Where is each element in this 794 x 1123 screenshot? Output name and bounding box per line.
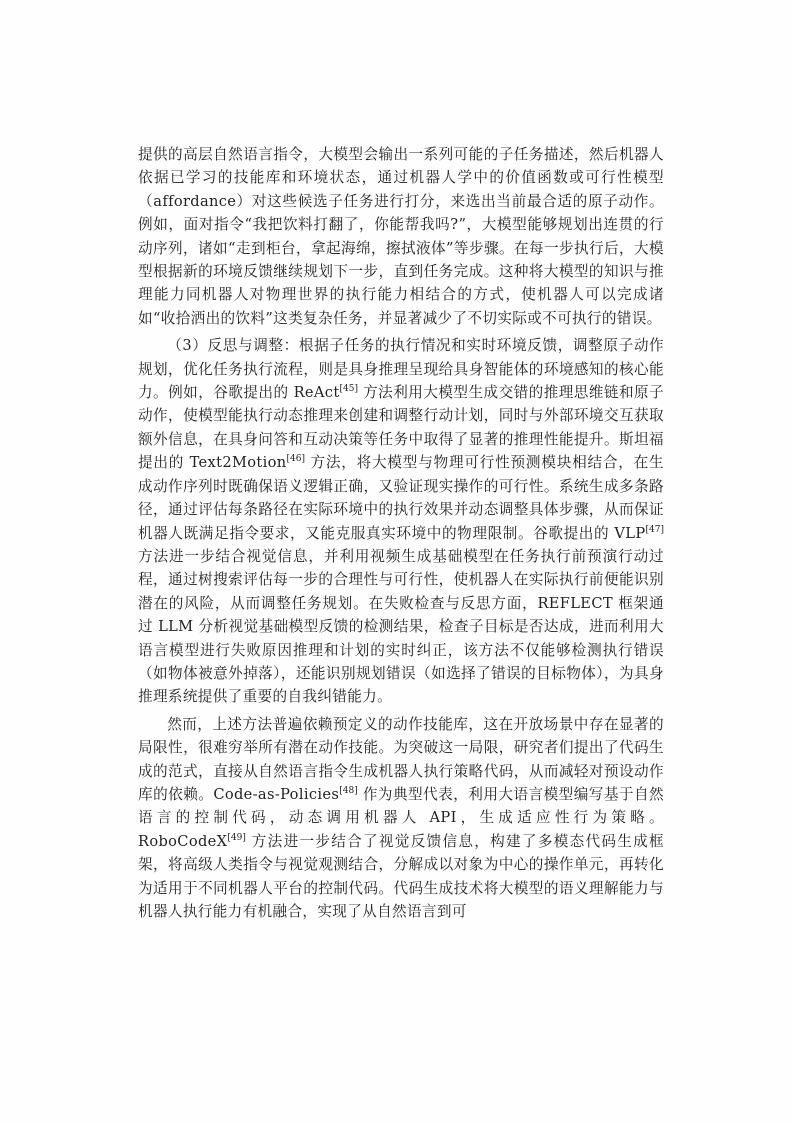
- paragraph-3: [138, 713, 664, 924]
- paragraph-text: 方法利用大模型生成交错的推理思维链和原子动作，使模型能执行动态推理来创建和调整行动计划，同时与外部环境交互获取额外信息，在具身问答和互动决策等任务中取得了显著的推理性能提升。斯坦福提出的 Text2Motion: [138, 384, 664, 472]
- citation-49: [49]: [227, 832, 246, 843]
- citation-48: [48]: [339, 786, 358, 797]
- paragraph-text: 作为典型代表，利用大语言模型编写基于自然语言的控制代码，动态调用机器人 API，生成适应性行为策略。RoboCodeX: [138, 785, 664, 850]
- citation-45: [45]: [339, 384, 359, 395]
- paragraph-text: 方法进一步结合了视觉反馈信息，构建了多模态代码生成框架，将高级人类指令与视觉观测结合，分解成以对象为中心的操作单元，再转化为适用于不同机器人平台的控制代码。代码生成技术将大模型的语义理解能力与机器人执行能力有机融合，实现了从自然语言到可: [138, 832, 664, 920]
- paragraph-text: 方法，将大模型与物理可行性预测模块相结合，在生成动作序列时既确保语义逻辑正确，又验证现实操作的可行性。系统生成多条路径，通过评估每条路径在实际环境中的执行效果并动态调整具体步骤，从而保证机器人既满足指令要求，又能克服真实环境中的物理限制。谷歌提出的 VLP: [138, 454, 665, 542]
- paragraph-text: 方法进一步结合视觉信息，并利用视频生成基础模型在任务执行前预演行动过程，通过树搜索评估每一步的合理性与可行性，使机器人在实际执行前便能识别潜在的风险，从而调整任务规划。在失败检查与反思方面，REFLECT 框架通过 LLM 分析视觉基础模型反馈的检测结果，检查子目标是否达成，进而利用大语言模型进行失败原因推理和计划的实时纠正，该方法不仅能够检测执行错误（如物体被意外掉落），还能识别规划错误（如选择了错误的目标物体），为具身推理系统提供了重要的自我纠错能力。: [138, 547, 664, 706]
- paragraph-1: [138, 143, 664, 330]
- paragraph-2: [138, 334, 664, 709]
- paragraph-text: （3）反思与调整：根据子任务的执行情况和实时环境反馈，调整原子动作规划，优化任务执行流程，则是具身推理呈现给具身智能体的环境感知的核心能力。例如，谷歌提出的 ReAct: [138, 337, 664, 402]
- body-text: [138, 143, 664, 927]
- paragraph-text: 然而，上述方法普遍依赖预定义的动作技能库，这在开放场景中存在显著的局限性，很难穷举所有潜在动作技能。为突破这一局限，研究者们提出了代码生成的范式，直接从自然语言指令生成机器人执行策略代码，从而减轻对预设动作库的依赖。Code-as-Policies: [138, 715, 664, 803]
- citation-47: [47]: [645, 524, 664, 535]
- paragraph-text: 提供的高层自然语言指令，大模型会输出一系列可能的子任务描述，然后机器人依据已学习的技能库和环境状态，通过机器人学中的价值函数或可行性模型（affordance）对这些候选子任务进行打分，来选出当前最合适的原子动作。例如，面对指令“我把饮料打翻了，你能帮我吗?”，大模型能够规划出连贯的行动序列，诸如“走到柜台，拿起海绵，擦拭液体”等步骤。在每一步执行后，大模型根据新的环境反馈继续规划下一步，直到任务完成。这种将大模型的知识与推理能力同机器人对物理世界的执行能力相结合的方式，使机器人可以完成诸如“收拾洒出的饮料”这类复杂任务，并显著减少了不切实际或不可执行的错误。: [138, 146, 664, 327]
- citation-46: [46]: [286, 454, 306, 465]
